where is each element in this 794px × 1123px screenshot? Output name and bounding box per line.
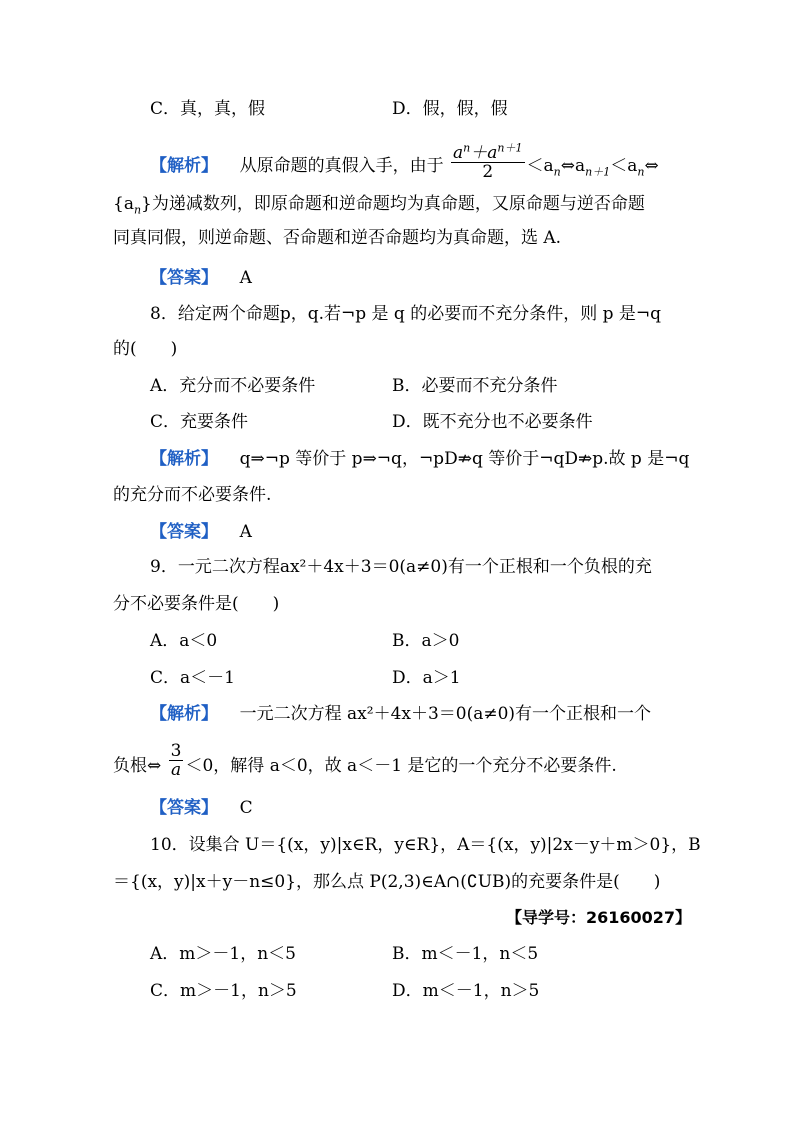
- analysis-tag: 【解析】: [150, 449, 218, 469]
- q9-stem-line-1: 9．一元二次方程ax²＋4x＋3＝0(a≠0)有一个正根和一个负根的充: [150, 557, 652, 577]
- q9-option-d: D．a＞1: [392, 668, 461, 688]
- guide-number: 【导学号：26160027】: [506, 908, 692, 927]
- q7-option-c: C．真，真，假: [150, 99, 266, 119]
- q7-analysis-line-1: 【解析】 从原命题的真假入手，由于 $\frac{a^n+a^{n+1}}{2}$ $<a_n\Leftrightarrow a_{n+1}<a_n\Leftrightarrow$: [150, 141, 659, 182]
- q9-analysis-text-a: 负根⇔: [113, 756, 162, 776]
- q7-analysis-text-f: {a: [113, 194, 134, 214]
- q10-stem-line-2: ＝{(x，y)|x＋y－n≤0}，那么点 P(2,3)∈A∩(∁UB)的充要条件是( ): [113, 872, 661, 892]
- q7-analysis-text-c: ⇔a: [560, 156, 586, 176]
- q8-option-b: B．必要而不充分条件: [392, 376, 558, 396]
- q7-fraction-denominator: 2: [482, 162, 494, 182]
- q9-option-c: C．a＜－1: [150, 668, 235, 688]
- answer-tag: 【答案】: [150, 268, 218, 288]
- q7-answer-value: A: [239, 268, 252, 288]
- q10-option-c: C．m＞－1，n＞5: [150, 981, 297, 1001]
- q9-analysis-line-1: [150, 704, 651, 724]
- q7-analysis-line-2: $\{a_n\}$为递减数列，即原命题和逆命题均为真命题，又原命题与逆否命题: [113, 194, 645, 217]
- analysis-tag: 【解析】: [150, 704, 218, 724]
- q8-analysis-text: q⇒¬p 等价于 p⇒¬q，¬pD⇏q 等价于¬qD⇏p.故 p 是¬q: [239, 449, 690, 469]
- q9-answer-value: C: [239, 798, 253, 818]
- q7-analysis-text-g: }为递减数列，即原命题和逆命题均为真命题，又原命题与逆否命题: [141, 194, 645, 214]
- q9-stem-line-2: 分不必要条件是( ): [113, 594, 280, 614]
- q7-analysis-text-e: ⇔: [644, 156, 659, 176]
- q7-analysis-text-a: 从原命题的真假入手，由于: [239, 156, 444, 176]
- q9-option-a: A．a＜0: [150, 631, 218, 651]
- q7-analysis-text-d: ＜a: [610, 156, 638, 176]
- q9-fraction-denominator: a: [171, 760, 182, 780]
- q7-fraction: [451, 141, 524, 182]
- q9-fraction-numerator: 3: [170, 741, 182, 761]
- q9-fraction: [169, 742, 184, 779]
- q9-analysis-text: 一元二次方程 ax²＋4x＋3＝0(a≠0)有一个正根和一个: [239, 704, 652, 724]
- q8-answer: [150, 522, 252, 542]
- q9-answer: [150, 798, 253, 818]
- q8-answer-value: A: [239, 522, 252, 542]
- q8-option-c: C．充要条件: [150, 412, 249, 432]
- q8-option-d: D．既不充分也不必要条件: [392, 412, 593, 432]
- q7-analysis-text-b: ＜a: [526, 156, 554, 176]
- q7-fraction-numerator: $a^n+a^{n+1}$: [453, 141, 523, 163]
- q9-option-b: B．a＞0: [392, 631, 460, 651]
- analysis-tag: 【解析】: [150, 156, 218, 176]
- q9-analysis-text-b: ＜0，解得 a＜0，故 a＜－1 是它的一个充分不必要条件.: [185, 756, 617, 776]
- q9-analysis-line-2: [113, 741, 617, 785]
- q8-option-a: A．充分而不必要条件: [150, 376, 316, 396]
- q7-answer: [150, 268, 252, 288]
- answer-tag: 【答案】: [150, 798, 218, 818]
- q7-option-d: D．假，假，假: [392, 99, 508, 119]
- q8-stem-line-1: 8．给定两个命题p，q.若¬p 是 q 的必要而不充分条件，则 p 是¬q: [150, 304, 662, 324]
- q8-stem-line-2: 的( ): [113, 339, 178, 359]
- q10-option-b: B．m＜－1，n＜5: [392, 944, 539, 964]
- answer-tag: 【答案】: [150, 522, 218, 542]
- q8-analysis-line-1: [150, 449, 689, 469]
- q10-stem-line-1: 10．设集合 U＝{(x，y)|x∈R，y∈R}，A＝{(x，y)|2x－y＋m＞0}，B: [150, 835, 701, 855]
- q10-option-a: A．m＞－1，n＜5: [150, 944, 296, 964]
- q8-analysis-line-2: 的充分而不必要条件.: [113, 485, 272, 505]
- q7-analysis-line-3: 同真同假，则逆命题、否命题和逆否命题均为真命题，选 A.: [113, 228, 562, 248]
- q10-option-d: D．m＜－1，n＞5: [392, 981, 540, 1001]
